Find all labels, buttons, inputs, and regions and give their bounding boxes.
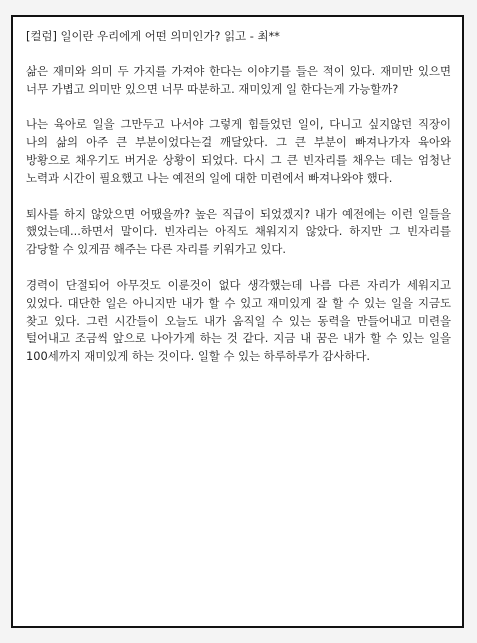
paragraph-3: 퇴사를 하지 않았으면 어땠을까? 높은 직급이 되었겠지? 내가 예전에는 이런 일들을 했었는데...하면서 말이다. 빈자리는 아직도 채워지지 않았다. 하지만 그 빈자리를 감당할 수 있게끔 해주는 다른 자리를 키워가고 있다. xyxy=(26,206,451,257)
paragraph-2: 나는 육아로 일을 그만두고 나서야 그렇게 힘들었던 일이, 다니고 싶지않던 직장이 나의 삶의 아주 큰 부분이었다는걸 깨달았다. 그 큰 부분이 빠져나가자 육아와 방황으로 채우기도 버거운 상황이 되었다. 다시 그 큰 빈자리를 채우는 데는 엄청난 노력과 시간이 필요했고 나는 예전의 일에 대한 미련에서 빠져나와야 했다. xyxy=(26,117,451,185)
document-page xyxy=(11,15,464,628)
paragraph-1: 삶은 재미와 의미 두 가지를 가져야 한다는 이야기를 들은 적이 있다. 재미만 있으면 너무 가볍고 의미만 있으면 너무 따분하고. 재미있게 일 한다는게 가능할까? xyxy=(26,63,451,96)
document-title: [컬럼] 일이란 우리에게 어떤 의미인가? 읽고 - 최** xyxy=(26,29,280,43)
document-content xyxy=(26,28,451,384)
paragraph-4: 경력이 단절되어 아무것도 이룬것이 없다 생각했는데 나름 다른 자리가 세워지고 있었다. 대단한 일은 아니지만 내가 할 수 있고 재미있게 잘 할 수 있는 일을 지금도 찾고 있다. 그런 시간들이 오늘도 내가 움직일 수 있는 동력을 만들어내고 미련을 털어내고 조금씩 앞으로 나아가게 하는 것 같다. 지금 내 꿈은 내가 할 수 있는 일을 100세까지 재미있게 하는 것이다. 일할 수 있는 하루하루가 감사하다. xyxy=(26,277,451,364)
